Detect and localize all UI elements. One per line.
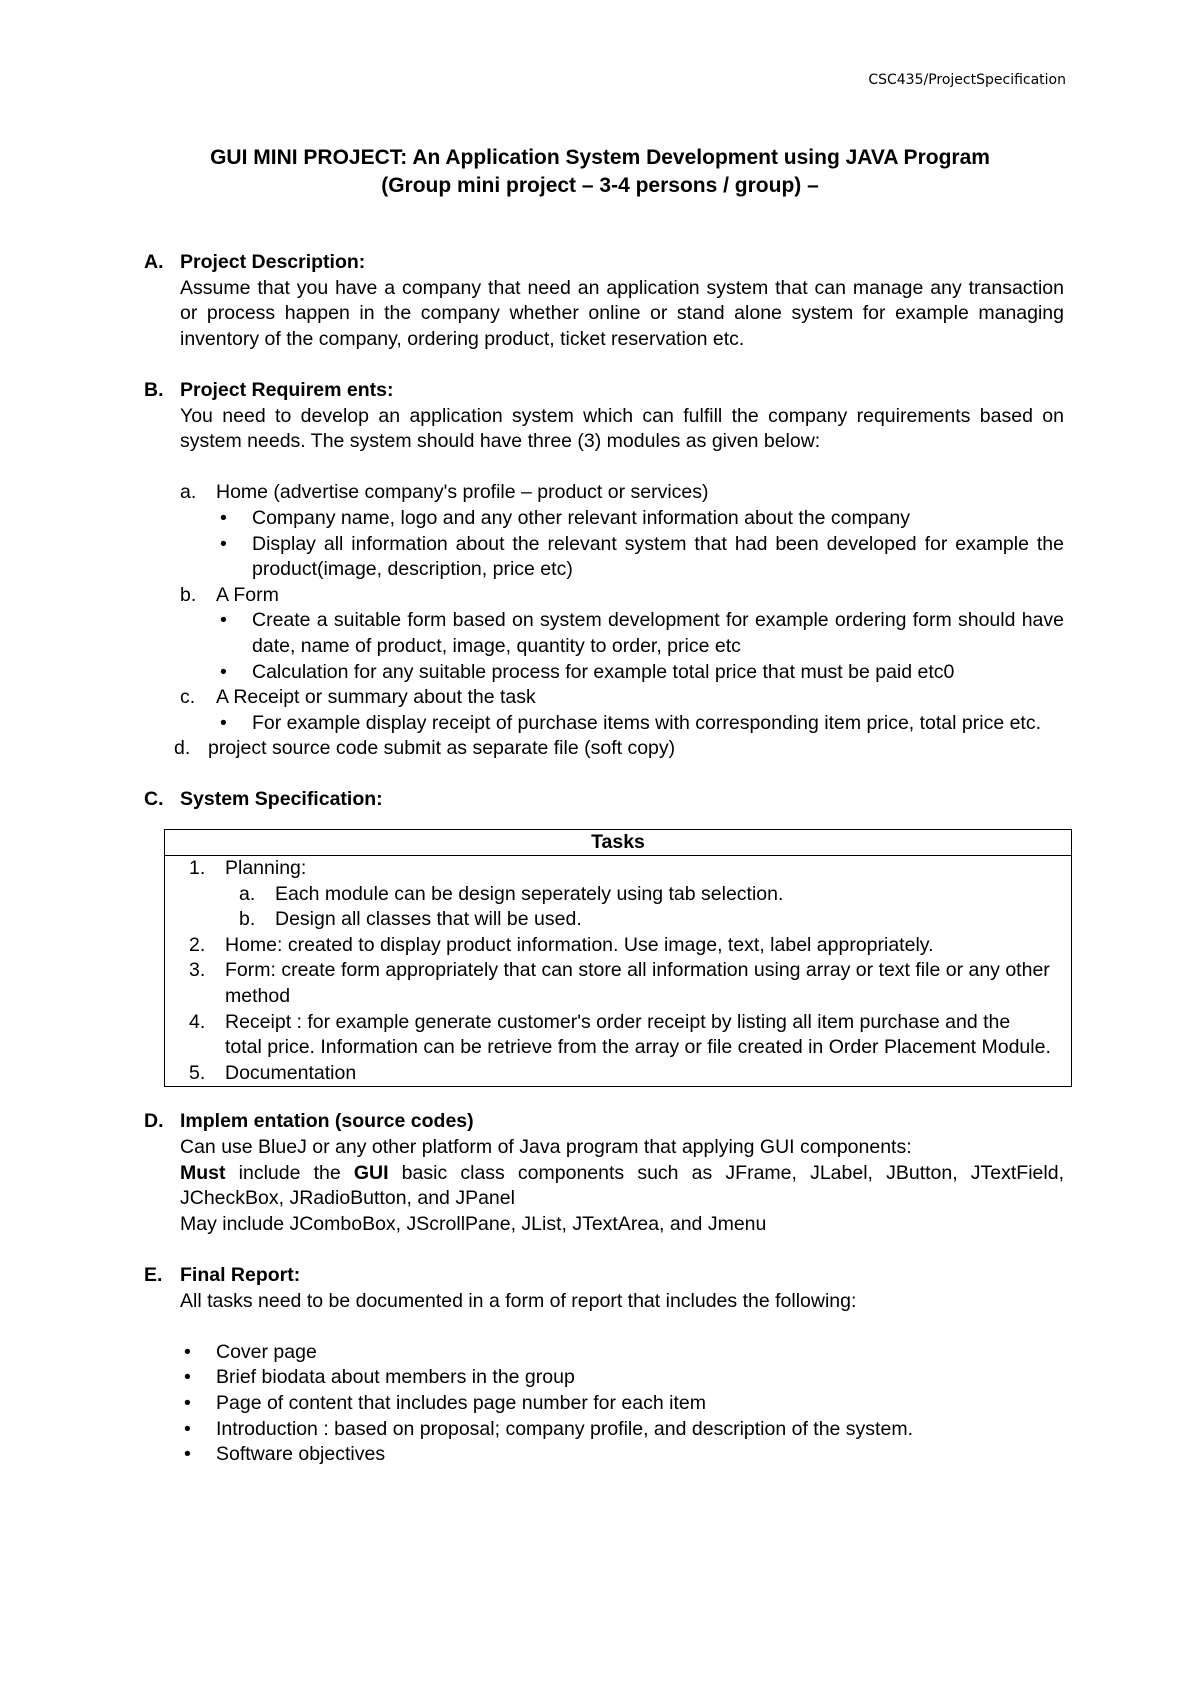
tasks-table — [164, 829, 1072, 1087]
section-heading: Implem entation (source codes) — [180, 1110, 474, 1133]
section-paragraph: You need to develop an application system which can fulfill the company requirements based on system needs. The system should have three (3) modules as given below: — [180, 404, 1064, 453]
document-header-tag: CSC435/ProjectSpecification — [868, 72, 1066, 88]
module-item — [144, 736, 1064, 762]
section-letter: B. — [144, 378, 164, 401]
section-letter: D. — [144, 1110, 164, 1133]
module-letter: a. — [180, 481, 197, 504]
section-letter: E. — [144, 1263, 163, 1286]
bullet-icon: • — [184, 1417, 191, 1440]
module-text: A Form — [216, 583, 279, 606]
module-letter: d. — [174, 737, 191, 760]
section-paragraph: May include JComboBox, JScrollPane, JList, JTextArea, and Jmenu — [180, 1212, 767, 1235]
section-letter: A. — [144, 251, 164, 273]
module-letter: c. — [180, 686, 196, 709]
module-text: Home (advertise company's profile – product or services) — [216, 481, 709, 504]
list-item: • Calculation for any suitable process for example total price that must be paid etc0 — [216, 660, 1064, 686]
table-row: 1. Planning: — [189, 857, 307, 880]
list-item: • Introduction : based on proposal; company profile, and description of the system. — [180, 1417, 1064, 1443]
section-project-description — [144, 250, 1064, 352]
section-implementation — [144, 1109, 1064, 1237]
bullet-icon: • — [220, 532, 227, 555]
bullet-icon: • — [184, 1391, 191, 1414]
module-item — [180, 583, 1064, 609]
list-item: • Cover page — [180, 1340, 1064, 1366]
document-title — [0, 144, 1200, 200]
table-row: b. Design all classes that will be used. — [239, 908, 582, 931]
list-item: • Brief biodata about members in the group — [180, 1365, 1064, 1391]
title-line-2: (Group mini project – 3-4 persons / group) – — [381, 174, 819, 197]
list-item: • Company name, logo and any other relevant information about the company — [216, 506, 1064, 532]
module-text: A Receipt or summary about the task — [216, 686, 536, 709]
section-final-report — [144, 1263, 1064, 1468]
bullet-icon: • — [220, 506, 227, 529]
module-item — [180, 480, 1064, 506]
list-item: • Display all information about the relevant system that had been developed for example the product(image, description, price etc) — [220, 532, 1064, 581]
module-text: project source code submit as separate file (soft copy) — [208, 737, 676, 760]
bullet-icon: • — [220, 660, 227, 683]
section-paragraph: Assume that you have a company that need an application system that can manage any transaction or process happen in the company whether online or stand alone system for example managing inventory of the company, ordering product, ticket reservation etc. — [180, 276, 1064, 350]
bullet-icon: • — [184, 1366, 191, 1389]
bullet-icon: • — [184, 1443, 191, 1466]
section-project-requirements — [144, 378, 1064, 762]
table-row: 5. Documentation — [189, 1061, 357, 1084]
section-paragraph: All tasks need to be documented in a form of report that includes the following: — [180, 1289, 857, 1312]
bullet-icon: • — [220, 609, 227, 632]
table-row: 3. Form: create form appropriately that can store all information using array or text file or any other method — [189, 959, 1050, 1008]
title-line-1: GUI MINI PROJECT: An Application System Development using JAVA Program — [210, 146, 990, 169]
list-item: • Create a suitable form based on system development for example ordering form should have date, name of product, image, quantity to order, price etc — [220, 609, 1064, 657]
list-item: • Software objectives — [180, 1442, 1064, 1468]
section-heading: Project Description: — [180, 251, 366, 273]
report-list — [144, 1340, 1064, 1468]
section-system-specification — [144, 787, 1064, 1087]
section-paragraph: Must include the GUI basic class components such as JFrame, JLabel, JButton, JTextField, JCheckBox, JRadioButton, and JPanel — [180, 1161, 1064, 1210]
module-letter: b. — [180, 583, 197, 606]
section-heading: Project Requirem ents: — [180, 378, 394, 401]
table-row: 2. Home: created to display product information. Use image, text, label appropriately. — [189, 933, 934, 956]
section-heading: Final Report: — [180, 1263, 301, 1286]
section-heading: System Specification: — [180, 788, 383, 811]
bullet-icon: • — [184, 1340, 191, 1363]
table-cell — [165, 856, 1072, 1087]
table-row: a. Each module can be design seperately using tab selection. — [239, 882, 784, 905]
section-letter: C. — [144, 788, 164, 811]
table-row: 4. Receipt : for example generate customer's order receipt by listing all item purchase and the total price. Information can be retrieve from the array or file created in Order Placement Module. — [189, 1010, 1051, 1059]
module-item — [180, 685, 1064, 711]
bullet-icon: • — [220, 711, 227, 734]
table-header: Tasks — [165, 830, 1072, 856]
module-list — [144, 480, 1064, 736]
list-item: • Page of content that includes page number for each item — [180, 1391, 1064, 1417]
document-body — [144, 250, 1064, 1468]
section-paragraph: Can use BlueJ or any other platform of Java program that applying GUI components: — [180, 1136, 912, 1158]
list-item: • For example display receipt of purchase items with corresponding item price, total price etc. — [216, 711, 1064, 737]
